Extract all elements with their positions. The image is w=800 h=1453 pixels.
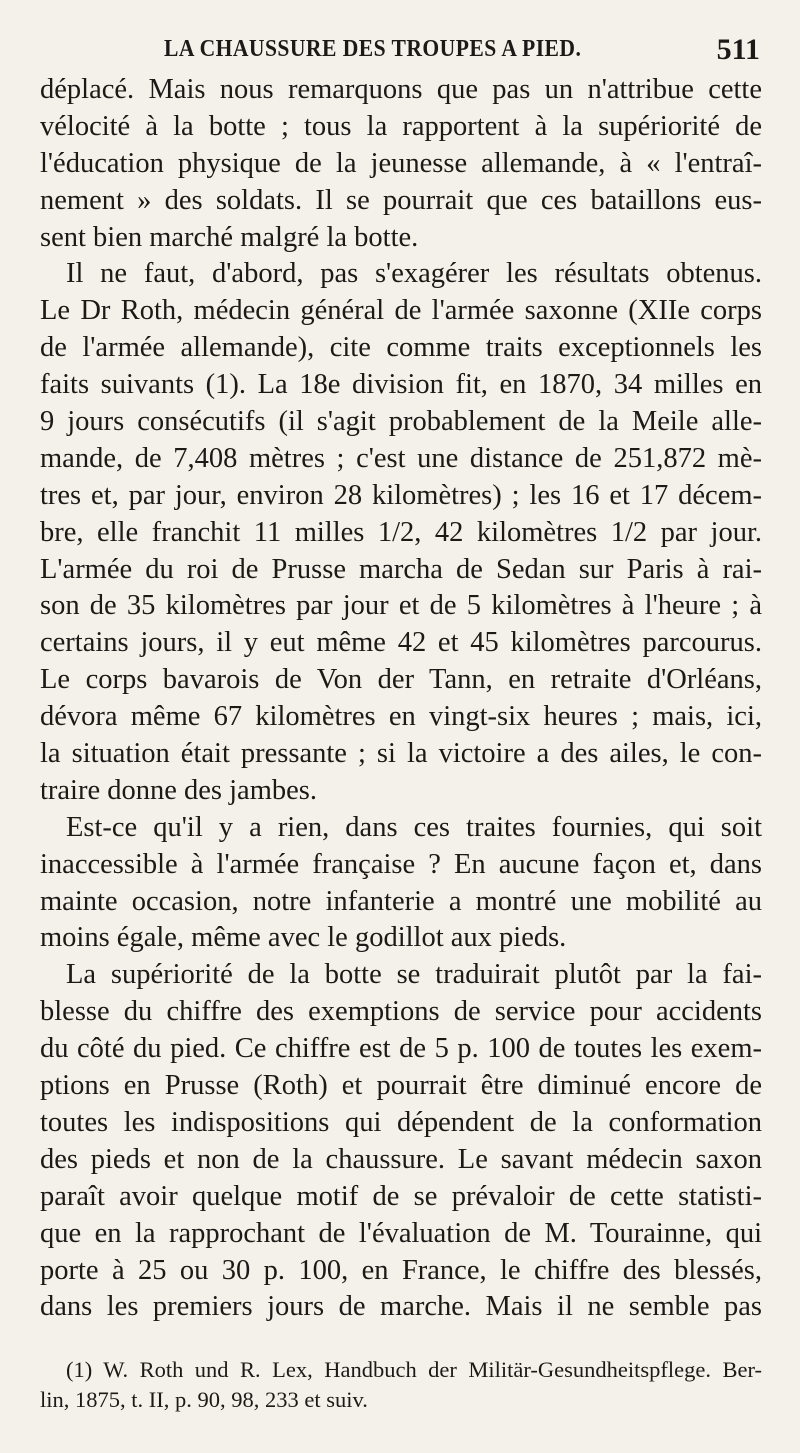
text-line: La supériorité de la botte se traduirait plutôt par la fai-: [66, 959, 762, 991]
text-line: son de 35 kilomètres par jour et de 5 kilomètres à l'heure ; à: [40, 590, 762, 622]
footnotes: [40, 1355, 762, 1415]
footnote-line: lin, 1875, t. II, p. 90, 98, 233 et suiv.: [40, 1387, 368, 1412]
text-line: l'éducation physique de la jeunesse allemande, à « l'entraî-: [40, 147, 762, 179]
body-text: [40, 72, 762, 1326]
text-line: mainte occasion, notre infanterie a montré une mobilité au: [40, 885, 762, 917]
footnote-line: (1) W. Roth und R. Lex, Handbuch der Militär-Gesundheitspflege. Ber-: [66, 1357, 762, 1382]
page-number: 511: [716, 33, 760, 66]
text-line: déplacé. Mais nous remarquons que pas un n'attribue cette: [40, 74, 762, 105]
text-line: du côté du pied. Ce chiffre est de 5 p. 100 de toutes les exem-: [40, 1033, 762, 1065]
text-line: toutes les indispositions qui dépendent de la conformation: [40, 1106, 762, 1138]
text-line: blesse du chiffre des exemptions de service pour accidents: [40, 996, 762, 1028]
running-head: [40, 30, 762, 70]
text-line: dévora même 67 kilomètres en vingt-six heures ; mais, ici,: [40, 701, 762, 733]
text-line: traire donne des jambes.: [40, 774, 317, 806]
text-line: dans les premiers jours de marche. Mais il ne semble pas: [40, 1291, 762, 1323]
text-line: des pieds et non de la chaussure. Le savant médecin saxon: [40, 1143, 762, 1175]
text-line: 9 jours consécutifs (il s'agit probablement de la Meile alle-: [40, 406, 762, 438]
text-line: mande, de 7,408 mètres ; c'est une distance de 251,872 mè-: [40, 442, 762, 474]
text-line: certains jours, il y eut même 42 et 45 kilomètres parcourus.: [40, 627, 762, 659]
text-line: paraît avoir quelque motif de se prévaloir de cette statisti-: [40, 1180, 762, 1212]
text-line: faits suivants (1). La 18e division fit, en 1870, 34 milles en: [40, 369, 762, 401]
text-line: nement » des soldats. Il se pourrait que ces bataillons eus-: [40, 184, 762, 216]
text-line: ptions en Prusse (Roth) et pourrait être diminué encore de: [40, 1070, 762, 1102]
text-line: que en la rapprochant de l'évaluation de M. Tourainne, qui: [40, 1217, 762, 1249]
text-line: L'armée du roi de Prusse marcha de Sedan sur Paris à rai-: [40, 553, 762, 585]
text-line: vélocité à la botte ; tous la rapportent à la supériorité de: [40, 110, 762, 142]
text-line: la situation était pressante ; si la victoire a des ailes, le con-: [40, 738, 762, 770]
text-line: tres et, par jour, environ 28 kilomètres) ; les 16 et 17 décem-: [40, 479, 762, 511]
text-line: Le Dr Roth, médecin général de l'armée saxonne (XIIe corps: [40, 295, 762, 327]
text-line: bre, elle franchit 11 milles 1/2, 42 kilomètres 1/2 par jour.: [40, 516, 762, 548]
text-line: Est-ce qu'il y a rien, dans ces traites fournies, qui soit: [66, 811, 762, 843]
text-line: sent bien marché malgré la botte.: [40, 221, 419, 253]
text-line: Il ne faut, d'abord, pas s'exagérer les résultats obtenus.: [66, 258, 762, 290]
running-title: LA CHAUSSURE DES TROUPES A PIED.: [164, 36, 582, 62]
text-line: de l'armée allemande), cite comme traits exceptionnels les: [40, 332, 762, 364]
text-line: inaccessible à l'armée française ? En aucune façon et, dans: [40, 848, 762, 880]
text-line: Le corps bavarois de Von der Tann, en retraite d'Orléans,: [40, 664, 762, 696]
text-line: porte à 25 ou 30 p. 100, en France, le chiffre des blessés,: [40, 1254, 762, 1286]
text-line: moins égale, même avec le godillot aux pieds.: [40, 922, 567, 954]
